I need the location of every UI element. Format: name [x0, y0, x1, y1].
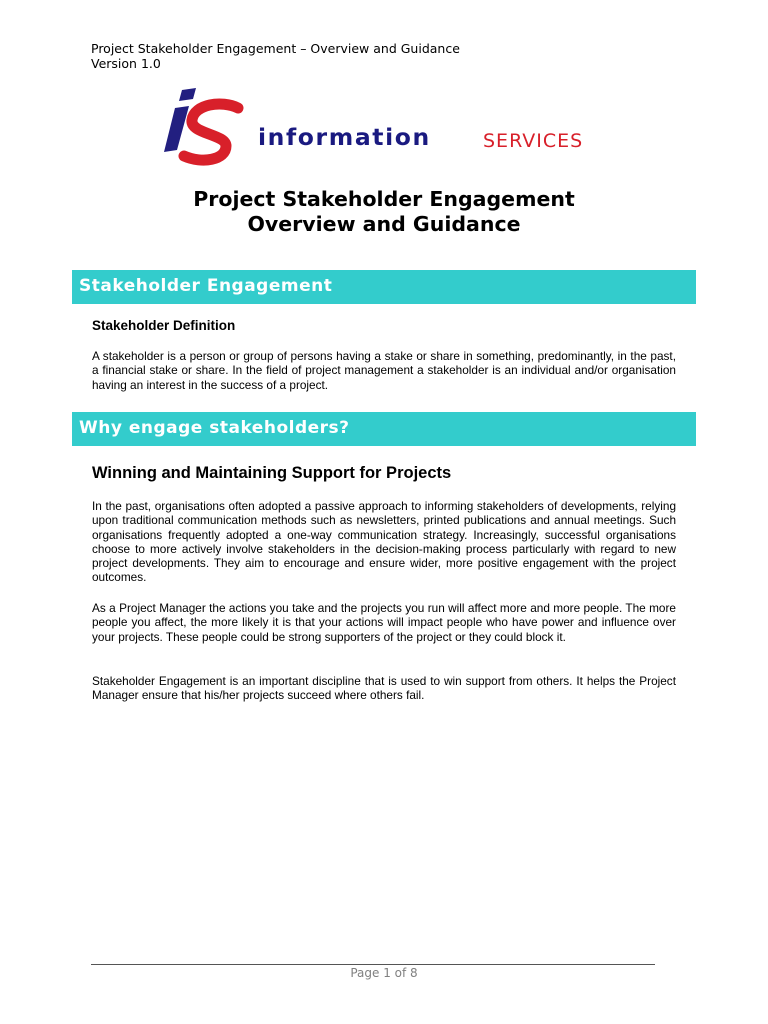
- subheading-winning-support: Winning and Maintaining Support for Projects: [92, 464, 452, 482]
- paragraph-passive-approach: In the past, organisations often adopted a passive approach to informing stakeholders of developments, relying upon traditional communication methods such as newsletters, printed publications and annual meetings. Such organisations frequently adopted a one-way communication strategy. Increasingly, successful organisations choose to more actively involve stakeholders in the decision-making process particularly with regard to new project developments. They aim to encourage and ensure wider, more positive engagement with the project outcomes.: [92, 499, 676, 585]
- document-title-line1: Project Stakeholder Engagement: [193, 187, 575, 211]
- information-services-logo: [160, 86, 610, 176]
- section-band-why-engage: Why engage stakeholders?: [72, 412, 696, 446]
- footer-divider: [91, 964, 655, 965]
- subheading-stakeholder-definition: Stakeholder Definition: [92, 318, 236, 333]
- paragraph-definition: A stakeholder is a person or group of persons having a stake or share in something, predominantly, in the past, a financial stake or share. In the field of project management a stakeholder is an individual and/or organisation having an interest in the success of a project.: [92, 349, 676, 392]
- header-doc-title: Project Stakeholder Engagement – Overview and Guidance: [91, 41, 460, 56]
- page-number: Page 1 of 8: [350, 966, 418, 980]
- logo-mark-i-stem: [164, 106, 189, 152]
- running-header: [91, 41, 460, 71]
- logo-mark-i-dot: [179, 88, 196, 101]
- document-title-line2: Overview and Guidance: [247, 212, 521, 236]
- paragraph-project-manager-actions: As a Project Manager the actions you take and the projects you run will affect more and more people. The more people you affect, the more likely it is that your actions will impact people who have power and influence over your projects. These people could be strong supporters of the project or they could block it.: [92, 601, 676, 644]
- logo-mark-s: [184, 104, 238, 160]
- logo-graphic: [160, 86, 610, 176]
- section-band-stakeholder-engagement: Stakeholder Engagement: [72, 270, 696, 304]
- logo-word-services: SERVICES: [483, 130, 584, 152]
- document-title: [0, 187, 768, 237]
- logo-word-information: information: [258, 123, 431, 151]
- paragraph-engagement-discipline: Stakeholder Engagement is an important discipline that is used to win support from others. It helps the Project Manager ensure that his/her projects succeed where others fail.: [92, 674, 676, 703]
- header-version: Version 1.0: [91, 56, 161, 71]
